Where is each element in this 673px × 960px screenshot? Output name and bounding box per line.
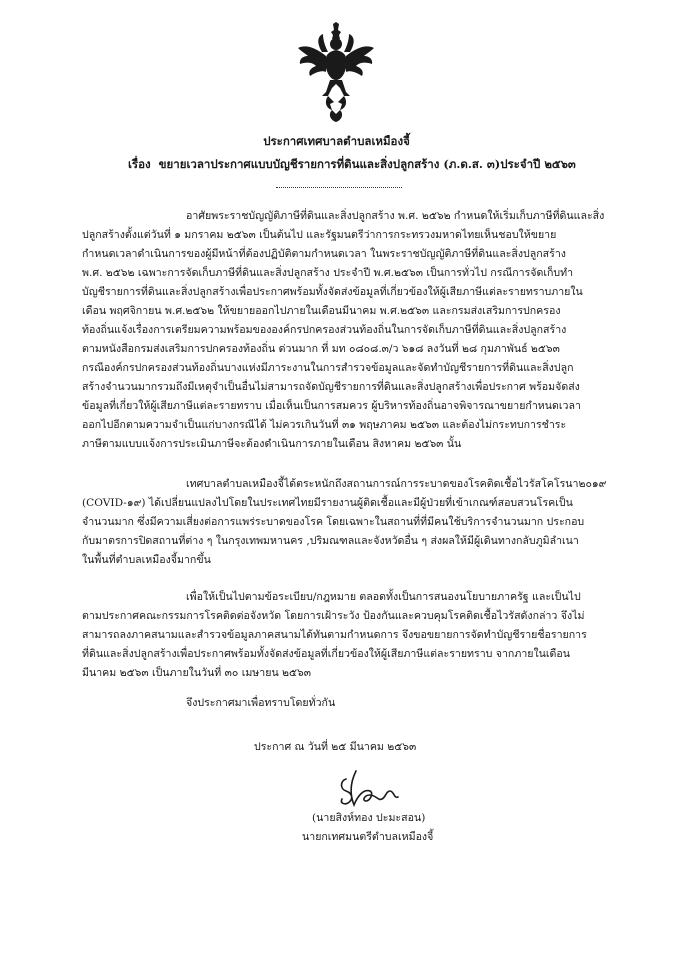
body-line: มีนาคม ๒๕๖๓ เป็นภายในวันที่ ๓๐ เมษายน ๒๕๖๓: [82, 667, 312, 679]
garuda-emblem-icon: [296, 22, 376, 122]
body-line: สามารถลงภาคสนามและสำรวจข้อมูลภาคสนามได้ทันตามกำหนดการ จึงขอขยายการจัดทำบัญชีรายชื่อรายการ: [82, 629, 587, 641]
body-line: กรณีองค์กรปกครองส่วนท้องถิ่นบางแห่งมีภาระงานในการสำรวจข้อมูลและจัดทำบัญชีรายการที่ดินและสิ่งปลูก: [82, 362, 574, 374]
body-line: ข้อมูลที่เกี่ยวให้ผู้เสียภาษีแต่ละรายทราบ เมื่อเห็นเป็นการสมควร ผู้บริหารท้องถิ่นอาจพิจารณาขยายกำหนดเวลา: [82, 400, 581, 412]
date-line: ประกาศ ณ วันที่ ๒๕ มีนาคม ๒๕๖๓: [254, 741, 417, 753]
subject-label: เรื่อง: [128, 157, 151, 171]
body-line: ออกไปอีกตามความจำเป็นแก่บางกรณีได้ ไม่ควรเกินวันที่ ๓๑ พฤษภาคม ๒๕๖๓ และต้องไม่กระทบการชำระ: [82, 419, 567, 431]
body-line: สร้างจำนวนมากรวมถึงมีเหตุจำเป็นอื่นไม่สามารถจัดบัญชีรายการที่ดินและสิ่งปลูกสร้างเพื่อประกาศ พร้อมจัดส่ง: [82, 381, 580, 393]
body-line: กับมาตรการปิดสถานที่ต่าง ๆ ในกรุงเทพมหานคร ,ปริมณฑลและจังหวัดอื่น ๆ ส่งผลให้มีผู้เดินทางกลับภูมิลำเนา: [82, 535, 579, 547]
body-line: เทศบาลตำบลเหมืองจี้ได้ตระหนักถึงสถานการณ์การระบาดของโรคติดเชื้อไวรัสโคโรนา๒๐๑๙: [186, 478, 607, 490]
body-line: ตามหนังสือกรมส่งเสริมการปกครองท้องถิ่น ด่วนมาก ที่ มท ๐๘๐๘.๓/ว ๖๑๘ ลงวันที่ ๒๘ กุมภาพันธ์ ๒๕๖๓: [82, 343, 560, 355]
signature-icon: [334, 765, 404, 811]
signer-name: (นายสิงห์ทอง ปะมะสอน): [312, 812, 426, 824]
announcement-title: ประกาศเทศบาลตำบลเหมืองจี้: [263, 134, 410, 148]
signer-position: นายกเทศมนตรีตำบลเหมืองจี้: [302, 831, 434, 843]
closing-line: จึงประกาศมาเพื่อทราบโดยทั่วกัน: [186, 697, 336, 709]
body-line: ภาษีตามแบบแจ้งการประเมินภาษีจะต้องดำเนินการภายในเดือน สิงหาคม ๒๕๖๓ นั้น: [82, 438, 462, 450]
title-divider: [276, 187, 402, 188]
subject-line: [128, 158, 576, 171]
body-line: บัญชีรายการที่ดินและสิ่งปลูกสร้างเพื่อประกาศพร้อมทั้งจัดส่งข้อมูลที่เกี่ยวข้องให้ผู้เสียภาษีแต่ละรายทราบภายใน: [82, 286, 583, 298]
body-line: ท้องถิ่นแจ้งเรื่องการเตรียมความพร้อมขององค์กรปกครองส่วนท้องถิ่นในการจัดเก็บภาษีที่ดินและสิ่งปลูกสร้าง: [82, 324, 567, 336]
subject-text: ขยายเวลาประกาศแบบบัญชีรายการที่ดินและสิ่งปลูกสร้าง (ภ.ด.ส. ๓)ประจำปี ๒๕๖๓: [158, 157, 576, 171]
body-line: (COVID-๑๙) ได้เปลี่ยนแปลงไปโดยในประเทศไทยมีรายงานผู้ติดเชื้อและมีผู้ป่วยที่เข้าเกณฑ์สอบสวนโรคเป็น: [82, 497, 573, 509]
body-line: ในพื้นที่ตำบลเหมืองจี้มากขึ้น: [82, 554, 211, 566]
body-line: ที่ดินและสิ่งปลูกสร้างเพื่อประกาศพร้อมทั้งจัดส่งข้อมูลที่เกี่ยวข้องให้ผู้เสียภาษีแต่ละรายทราบ จากภายในเดือน: [82, 648, 571, 660]
body-line: พ.ศ. ๒๕๖๒ เฉพาะการจัดเก็บภาษีที่ดินและสิ่งปลูกสร้าง ประจำปี พ.ศ.๒๕๖๓ เป็นการทั่วไป กรณีการจัดเก็บทำ: [82, 267, 574, 279]
body-line: ตามประกาศคณะกรรมการโรคติดต่อจังหวัด โดยการเฝ้าระวัง ป้องกันและควบคุมโรคติดเชื้อไวรัสดังกล่าว จึงไม่: [82, 610, 585, 622]
body-line: ปลูกสร้างตั้งแต่วันที่ ๑ มกราคม ๒๕๖๓ เป็นต้นไป และรัฐมนตรีว่าการกระทรวงมหาดไทยเห็นชอบให้ขยาย: [82, 229, 557, 241]
body-line: กำหนดเวลาดำเนินการของผู้มีหน้าที่ต้องปฏิบัติตามกำหนดเวลา ในพระราชบัญญัติภาษีที่ดินและสิ่งปลูกสร้าง: [82, 248, 566, 260]
body-line: เพื่อให้เป็นไปตามข้อระเบียบ/กฎหมาย ตลอดทั้งเป็นการสนองนโยบายภาครัฐ และเป็นไป: [186, 591, 581, 603]
body-line: อาศัยพระราชบัญญัติภาษีที่ดินและสิ่งปลูกสร้าง พ.ศ. ๒๕๖๒ กำหนดให้เริ่มเก็บภาษีที่ดินและสิ่ง: [186, 210, 605, 222]
body-line: เดือน พฤศจิกายน พ.ศ.๒๕๖๒ ให้ขยายออกไปภายในเดือนมีนาคม พ.ศ.๒๕๖๓ และกรมส่งเสริมการปกครอง: [82, 305, 561, 317]
body-line: จำนวนมาก ซึ่งมีความเสี่ยงต่อการแพร่ระบาดของโรค โดยเฉพาะในสถานที่ที่มีคนใช้บริการจำนวนมาก ประกอบ: [82, 516, 585, 528]
